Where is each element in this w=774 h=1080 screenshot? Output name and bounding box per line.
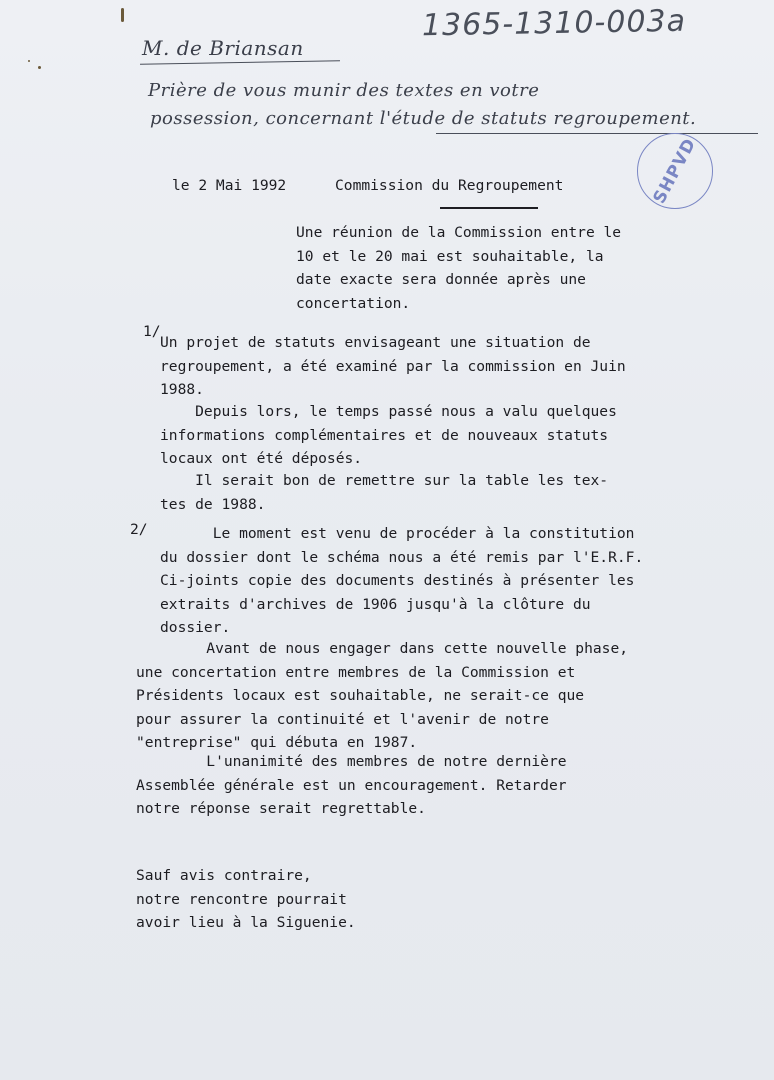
addressee-underline — [140, 60, 340, 64]
archive-reference: 1365-1310-003a — [421, 3, 687, 44]
section-number: 1/ — [143, 323, 161, 340]
handwritten-note-line2: possession, concernant l'étude de statuts regroupement. — [150, 108, 697, 129]
letter-date: le 2 Mai 1992 — [172, 177, 287, 194]
subject-underline — [440, 207, 538, 209]
intro-paragraph: Une réunion de la Commission entre le 10 et le 20 mai est souhaitable, la date exacte sera donnée après une concertation. — [296, 224, 622, 312]
section1-paragraph2: Depuis lors, le temps passé nous a valu quelques informations complémentaires et de nouveaux statuts locaux ont été déposés. — [160, 403, 617, 468]
archive-stamp — [637, 133, 713, 209]
section1-paragraph1: Un projet de statuts envisageant une situation de regroupement, a été examiné par la commission en Juin 1988. — [160, 334, 626, 399]
stamp-text: SHPVD — [649, 134, 701, 208]
section2-paragraph3: L'unanimité des membres de notre dernière Assemblée générale est un encouragement. Retarder notre réponse serait regrettable. — [136, 753, 567, 818]
letter-subject: Commission du Regroupement — [335, 177, 564, 194]
paper-speck — [38, 66, 41, 69]
section2-paragraph2: Avant de nous engager dans cette nouvelle phase, une concertation entre membres de la Commission et Présidents locaux est souhaitable, ne serait-ce que pour assurer la continuité et l'avenir de notre "entreprise" qui débuta en 1987. — [136, 640, 629, 752]
handwritten-addressee: M. de Briansan — [142, 36, 304, 60]
paper-speck — [121, 8, 124, 22]
handwritten-note-line1: Prière de vous munir des textes en votre — [148, 80, 540, 101]
paper-speck — [28, 60, 30, 62]
closing-paragraph: Sauf avis contraire, notre rencontre pourrait avoir lieu à la Siguenie. — [136, 867, 356, 932]
section2-paragraph1: Le moment est venu de procéder à la constitution du dossier dont le schéma nous a été remis par l'E.R.F. Ci-joints copie des documents destinés à présenter les extraits d'archives de 1906 jusqu'à la clôture du dossier. — [160, 525, 644, 637]
section1-paragraph3: Il serait bon de remettre sur la table les tex- tes de 1988. — [160, 472, 609, 513]
note-underline — [436, 133, 758, 134]
section-number: 2/ — [130, 521, 148, 538]
